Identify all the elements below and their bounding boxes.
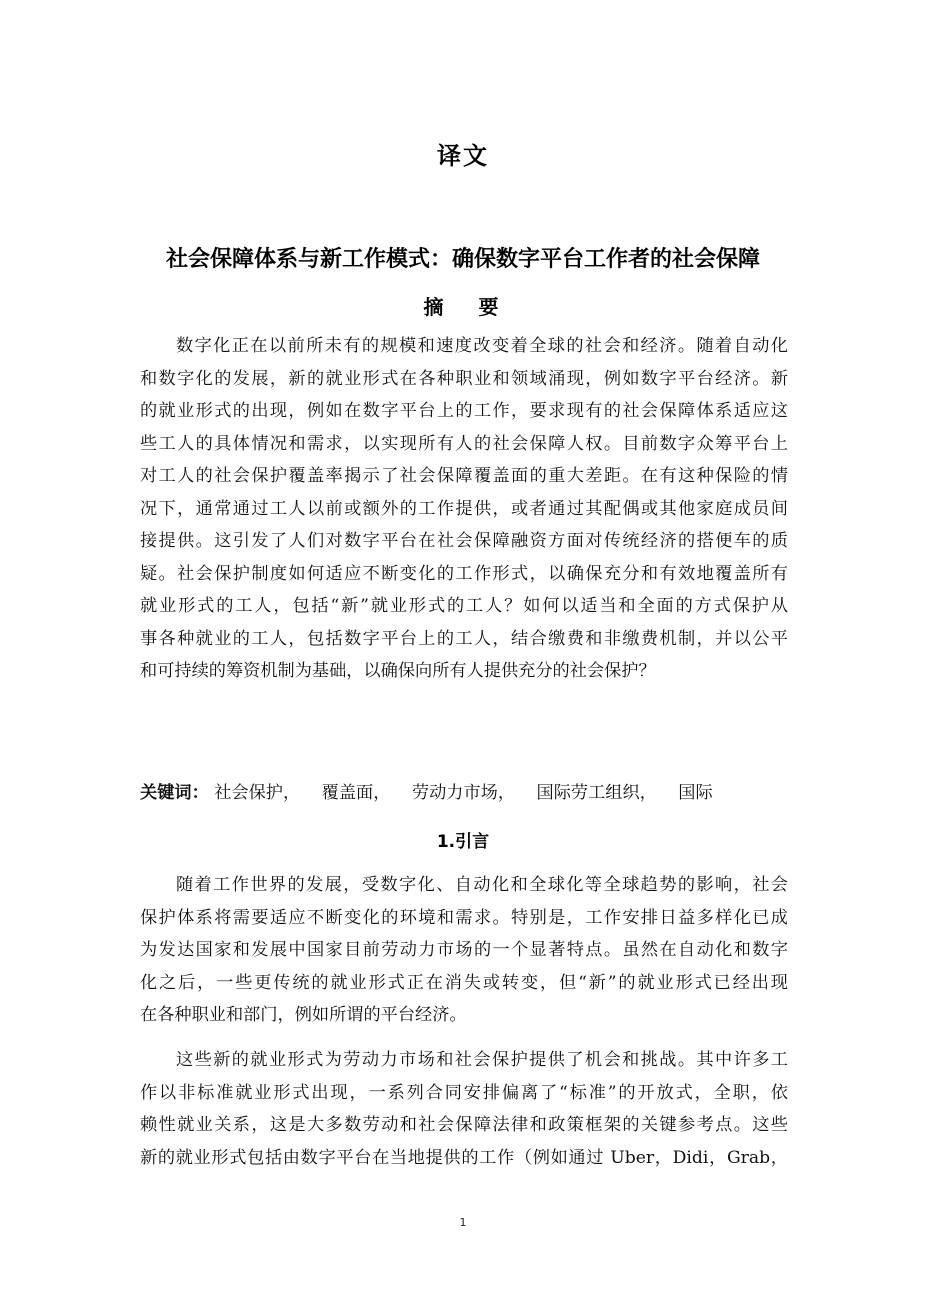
paragraph-line: 随着工作世界的发展，受数字化、自动化和全球化等全球趋势的影响，社会 [176,875,788,895]
abstract-body [140,330,788,688]
intro-paragraph-1 [140,869,788,1032]
keywords-label: 关键词： [140,783,209,803]
abstract-line: 疑。社会保护制度如何适应不断变化的工作形式，以确保充分和有效地覆盖所有 [140,563,788,584]
abstract-line: 和可持续的筹资机制为基础，以确保向所有人提供充分的社会保护？ [140,661,656,681]
abstract-line: 对工人的社会保护覆盖率揭示了社会保障覆盖面的重大差距。在有这种保险的情 [140,466,788,486]
abstract-line: 接提供。这引发了人们对数字平台在社会保障融资方面对传统经济的搭便车的质 [140,531,788,551]
abstract-line: 况下，通常通过工人以前或额外的工作提供，或者通过其配偶或其他家庭成员间 [140,498,788,519]
abstract-line: 和数字化的发展，新的就业形式在各种职业和领域涌现，例如数字平台经济。新 [140,368,788,389]
abstract-line: 数字化正在以前所未有的规模和速度改变着全球的社会和经济。随着自动化 [176,336,788,356]
keyword: 国际劳工组织， [536,783,657,803]
intro-heading: 1.引言 [436,832,490,852]
keywords-line [140,778,788,808]
paragraph-line: 作以非标准就业形式出现，一系列合同安排偏离了“标准”的开放式，全职，依 [140,1082,788,1103]
paragraph-line: 在各种职业和部门，例如所谓的平台经济。 [140,1005,467,1025]
paragraph-line: 新的就业形式包括由数字平台在当地提供的工作（例如通过 Uber，Didi，Grab， [140,1147,788,1168]
abstract-line: 就业形式的工人，包括“新”就业形式的工人？如何以适当和全面的方式保护从 [140,596,788,616]
keyword: 覆盖面， [321,783,391,803]
paragraph-line: 保护体系将需要适应不断变化的环境和需求。特别是，工作安排日益多样化已成 [140,907,788,928]
paragraph-line: 这些新的就业形式为劳动力市场和社会保护提供了机会和挑战。其中许多工 [176,1050,788,1070]
keyword: 国际 [678,783,713,803]
paper-title: 社会保障体系与新工作模式：确保数字平台工作者的社会保障 [165,247,760,272]
abstract-heading: 摘 要 [423,295,513,319]
paragraph-line: 化之后，一些更传统的就业形式正在消失或转变，但“新”的就业形式已经出现 [140,972,788,993]
document-heading: 译文 [437,142,489,170]
keyword: 社会保护， [214,783,301,803]
abstract-line: 事各种就业的工人，包括数字平台上的工人，结合缴费和非缴费机制，并以公平 [140,628,788,649]
keyword: 劳动力市场， [411,783,516,803]
abstract-line: 些工人的具体情况和需求，以实现所有人的社会保障人权。目前数字众筹平台上 [140,433,788,454]
intro-paragraph-2 [140,1044,788,1174]
page-number: 1 [459,1216,467,1229]
paragraph-line: 为发达国家和发展中国家目前劳动力市场的一个显著特点。虽然在自动化和数字 [140,940,788,960]
abstract-line: 的就业形式的出现，例如在数字平台上的工作，要求现有的社会保障体系适应这 [140,401,788,421]
paragraph-line: 赖性就业关系，这是大多数劳动和社会保障法律和政策框架的关键参考点。这些 [140,1115,788,1135]
